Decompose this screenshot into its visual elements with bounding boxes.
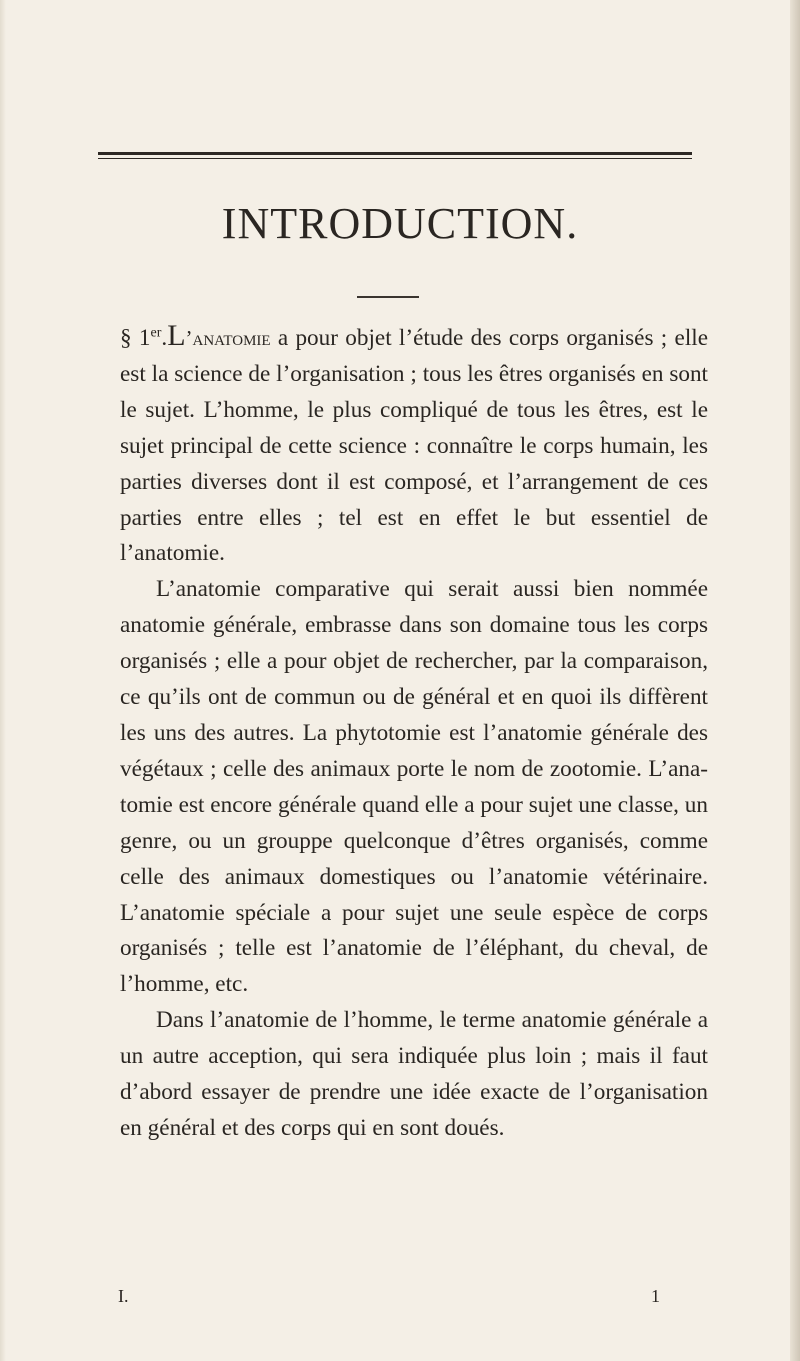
lead-small-caps: ’anatomie	[185, 326, 271, 350]
title-divider	[357, 296, 419, 298]
header-rule-thin	[98, 158, 692, 159]
page-title: INTRODUCTION.	[221, 199, 579, 248]
signature-mark: 1	[651, 1286, 660, 1306]
body-text	[120, 318, 708, 1147]
section-ordinal: er	[150, 325, 162, 341]
paragraph-comparative: L’anatomie comparative qui serait aussi bien nommée anatomie générale, embrasse dans son domaine tous les corps organisés ; elle a pour objet de rechercher, par la comparaison, ce qu’ils ont de commun ou de général et en quoi ils diffèrent les uns des autres. La phytotomie est l’anatomie générale des végétaux ; celle des animaux porte le nom de zootomie. L’anatomie est encore générale quand elle a pour sujet une classe, un genre, ou un grouppe quelconque d’êtres organisés, comme celle des animaux domestiques ou l’anatomie vétérinaire. L’anatomie spéciale a pour sujet une seule espèce de corps organisés ; telle est l’anatomie de l’éléphant, du cheval, de l’homme, etc.	[120, 576, 708, 998]
section-mark: § 1	[120, 325, 151, 351]
initial-letter: L	[167, 319, 186, 352]
paragraph-general: Dans l’anatomie de l’homme, le terme anatomie générale a un autre acception, qui sera indiquée plus loin ; mais il faut d’abord essayer de prendre une idée exacte de l’organisation en général et des corps qui en sont doués.	[120, 1007, 708, 1141]
lead-text: a pour objet l’étude des corps organisés ; elle est la science de l’organisation ; tous les êtres organisés en sont le sujet. L’homme, le plus compliqué de tous les êtres, est le sujet principal de cette science : connaître le corps humain, les parties diverses dont il est composé, et l’arrangement de ces parties entre elles ; tel est en effet le but essentiel de l’anatomie.	[120, 325, 708, 567]
section-paragraph: § 1er.L’anatomie a pour objet l’étude des corps organisés ; elle est la science de l’organisation ; tous les êtres organisés en sont le sujet. L’homme, le plus compliqué de tous les êtres, est le sujet principal de cette science : connaître le corps humain, les parties diverses dont il est composé, et l’arrangement de ces parties entre elles ; tel est en effet le but essentiel de l’anatomie.	[120, 319, 708, 567]
volume-number: I.	[118, 1286, 129, 1306]
header-rule-thick	[98, 152, 692, 155]
